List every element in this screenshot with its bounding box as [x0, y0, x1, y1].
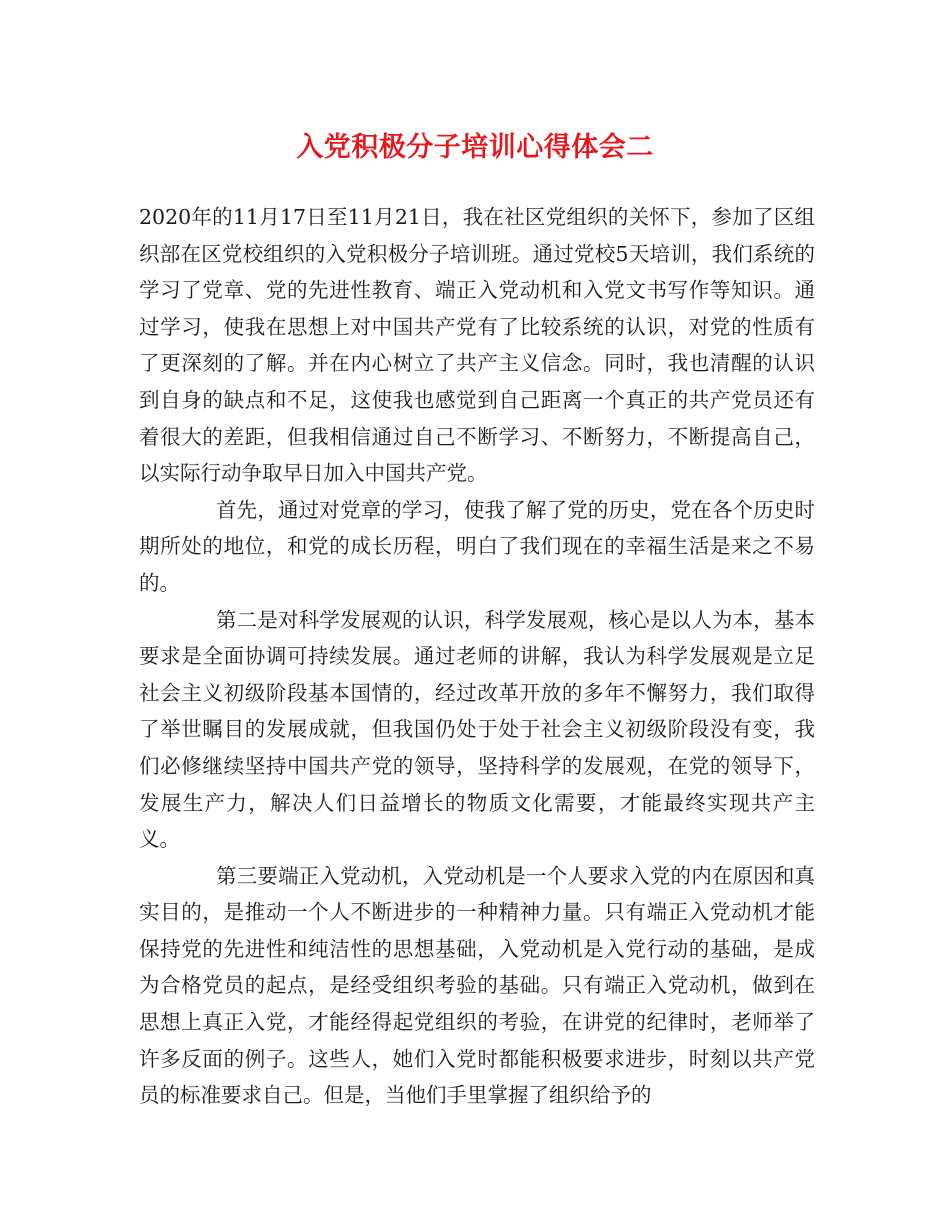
document-body — [139, 199, 815, 1114]
paragraph-first: 首先，通过对党章的学习，使我了解了党的历史，党在各个历史时期所处的地位，和党的成长历程，明白了我们现在的幸福生活是来之不易的。 — [139, 497, 815, 595]
paragraph-second: 第二是对科学发展观的认识，科学发展观，核心是以人为本，基本要求是全面协调可持续发展。通过老师的讲解，我认为科学发展观是立足社会主义初级阶段基本国情的，经过改革开放的多年不懈努力，我们取得了举世瞩目的发展成就，但我国仍处于处于社会主义初级阶段没有变，我们必修继续坚持中国共产党的领导，坚持科学的发展观，在党的领导下，发展生产力，解决人们日益增长的物质文化需要，才能最终实现共产主义。 — [139, 607, 815, 852]
document-title: 入党积极分子培训心得体会二 — [296, 132, 654, 163]
paragraph-third: 第三要端正入党动机，入党动机是一个人要求入党的内在原因和真实目的，是推动一个人不断进步的一种精神力量。只有端正入党动机才能保持党的先进性和纯洁性的思想基础，入党动机是入党行动的基础，是成为合格党员的起点，是经受组织考验的基础。只有端正入党动机，做到在思想上真正入党，才能经得起党组织的考验，在讲党的纪律时，老师举了许多反面的例子。这些人，她们入党时都能积极要求进步，时刻以共产党员的标准要求自己。但是，当他们手里掌握了组织给予的 — [139, 863, 815, 1108]
paragraph-intro: 2020年的11月17日至11月21日，我在社区党组织的关怀下，参加了区组织部在区党校组织的入党积极分子培训班。通过党校5天培训，我们系统的学习了党章、党的先进性教育、端正入党动机和入党文书写作等知识。通过学习，使我在思想上对中国共产党有了比较系统的认识，对党的性质有了更深刻的了解。并在内心树立了共产主义信念。同时，我也清醒的认识到自身的缺点和不足，这使我也感觉到自己距离一个真正的共产党员还有着很大的差距，但我相信通过自己不断学习、不断努力，不断提高自己，以实际行动争取早日加入中国共产党。 — [139, 205, 815, 486]
